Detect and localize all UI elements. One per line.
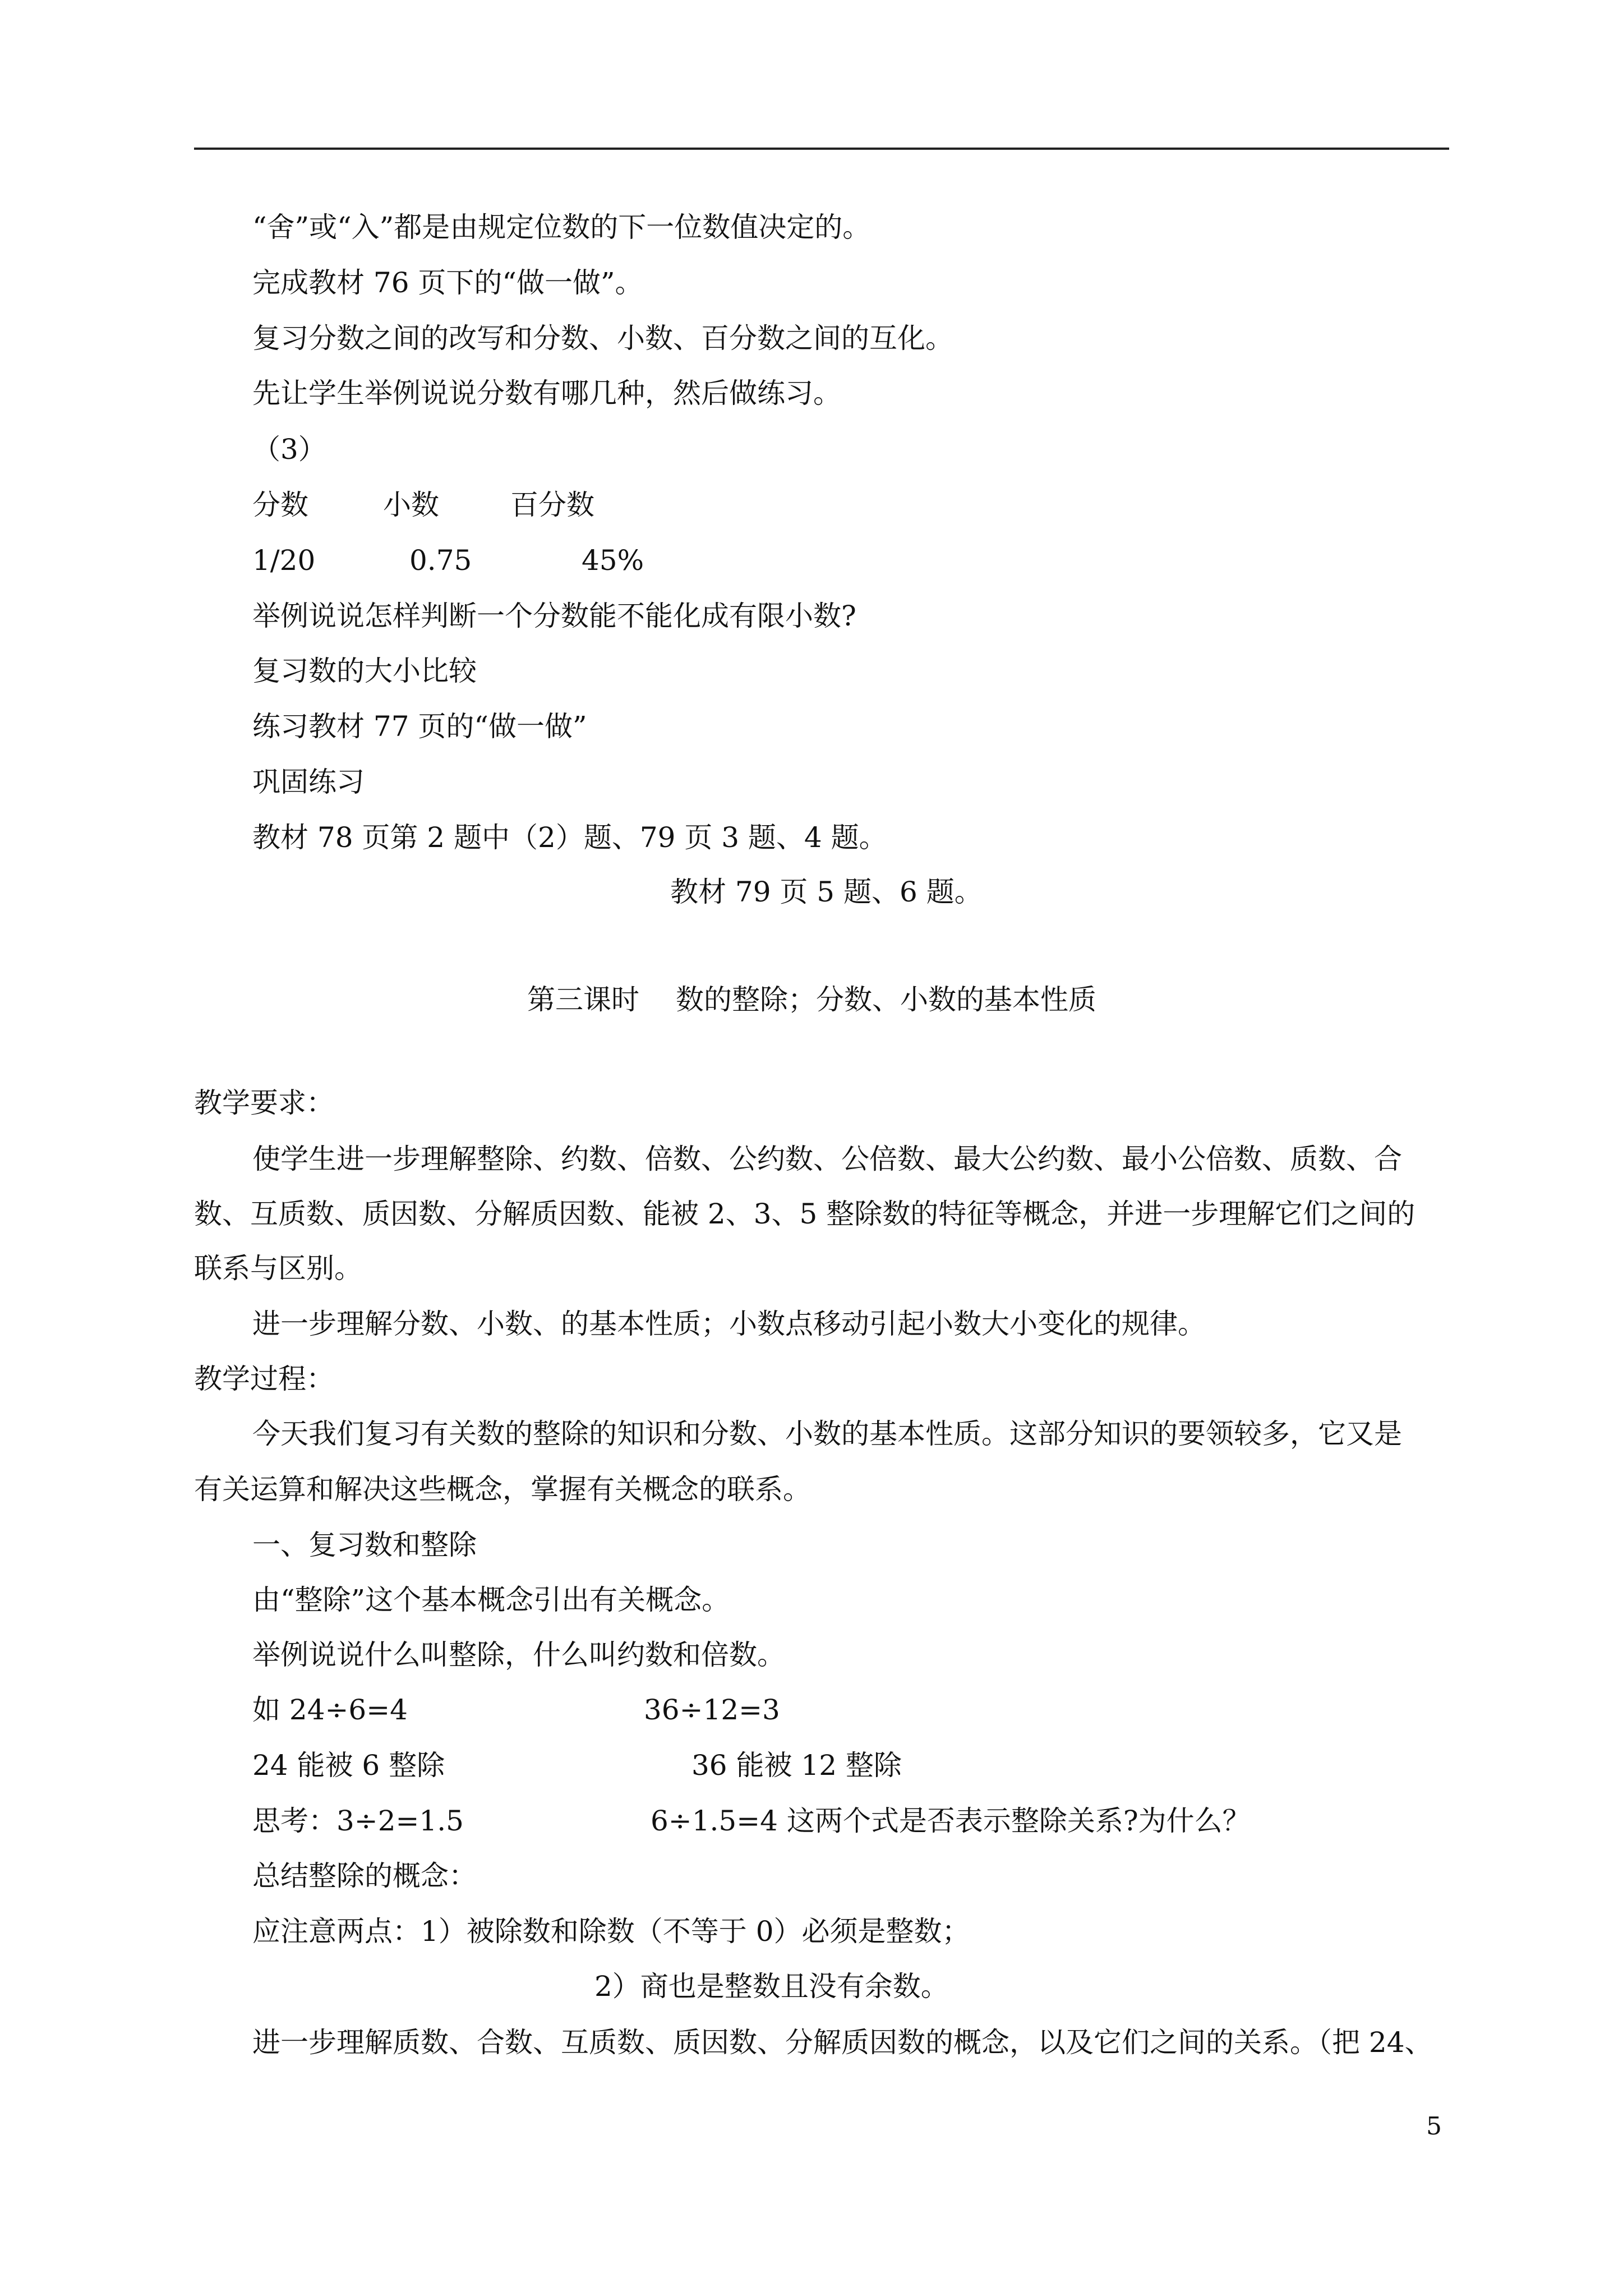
section-title-left: 第三课时 <box>527 983 639 1016</box>
text-line: 一、复习数和整除 <box>252 1529 477 1561</box>
text-line: 举例说说什么叫整除，什么叫约数和倍数。 <box>252 1639 785 1671</box>
text-line: 由“整除”这个基本概念引出有关概念。 <box>252 1584 730 1616</box>
example-left: 24 能被 6 整除 <box>252 1749 445 1782</box>
heading-process: 教学过程： <box>194 1363 334 1395</box>
heading-requirements: 教学要求： <box>194 1087 334 1119</box>
header-rule <box>194 148 1449 150</box>
text-line: 联系与区别。 <box>194 1252 362 1285</box>
text-line: 巩固练习 <box>252 766 365 798</box>
text-line: 进一步理解分数、小数、的基本性质；小数点移动引起小数大小变化的规律。 <box>252 1308 1206 1340</box>
text-line: 使学生进一步理解整除、约数、倍数、公约数、公倍数、最大公约数、最小公倍数、质数、合 <box>252 1143 1402 1175</box>
text-line: “舍”或“入”都是由规定位数的下一位数值决定的。 <box>252 211 871 243</box>
text-line: 举例说说怎样判断一个分数能不能化成有限小数? <box>252 600 856 632</box>
example-right: 36 能被 12 整除 <box>691 1749 902 1782</box>
page-number: 5 <box>1426 2112 1442 2141</box>
text-line: 教材 79 页 5 题、6 题。 <box>670 876 983 908</box>
text-line: 练习教材 77 页的“做一做” <box>252 710 587 743</box>
text-line: 今天我们复习有关数的整除的知识和分数、小数的基本性质。这部分知识的要领较多，它又是 <box>252 1418 1402 1450</box>
table-cell-decimal: 0.75 <box>409 544 472 577</box>
text-line: 完成教材 76 页下的“做一做”。 <box>252 266 643 299</box>
text-line: 有关运算和解决这些概念，掌握有关概念的联系。 <box>194 1473 811 1506</box>
text-line: 数、互质数、质因数、分解质因数、能被 2、3、5 整除数的特征等概念，并进一步理解它们之间的 <box>194 1198 1415 1230</box>
text-line: 复习分数之间的改写和分数、小数、百分数之间的互化。 <box>252 322 953 355</box>
text-line: 教材 78 页第 2 题中（2）题、79 页 3 题、4 题。 <box>252 821 887 854</box>
table-cell-percent: 45% <box>582 544 644 577</box>
text-line: 总结整除的概念： <box>252 1860 477 1892</box>
section-title-right: 数的整除；分数、小数的基本性质 <box>676 983 1096 1016</box>
example-right: 36÷12=3 <box>644 1694 780 1726</box>
text-line: 复习数的大小比较 <box>252 655 477 687</box>
text-line: 先让学生举例说说分数有哪几种，然后做练习。 <box>252 377 841 409</box>
text-line: 2）商也是整数且没有余数。 <box>594 1970 949 2003</box>
example-right: 6÷1.5=4 这两个式是否表示整除关系?为什么？ <box>651 1805 1251 1837</box>
text-line: （3） <box>252 433 326 466</box>
example-left: 如 24÷6=4 <box>252 1694 408 1726</box>
example-left: 思考：3÷2=1.5 <box>252 1805 464 1837</box>
table-header-percent: 百分数 <box>510 489 594 521</box>
table-cell-fraction: 1/20 <box>252 544 316 577</box>
text-line: 进一步理解质数、合数、互质数、质因数、分解质因数的概念，以及它们之间的关系。（把 24、 <box>252 2026 1433 2059</box>
text-line: 应注意两点：1）被除数和除数（不等于 0）必须是整数； <box>252 1915 970 1948</box>
table-header-fraction: 分数 <box>252 489 308 521</box>
table-header-decimal: 小数 <box>383 489 439 521</box>
